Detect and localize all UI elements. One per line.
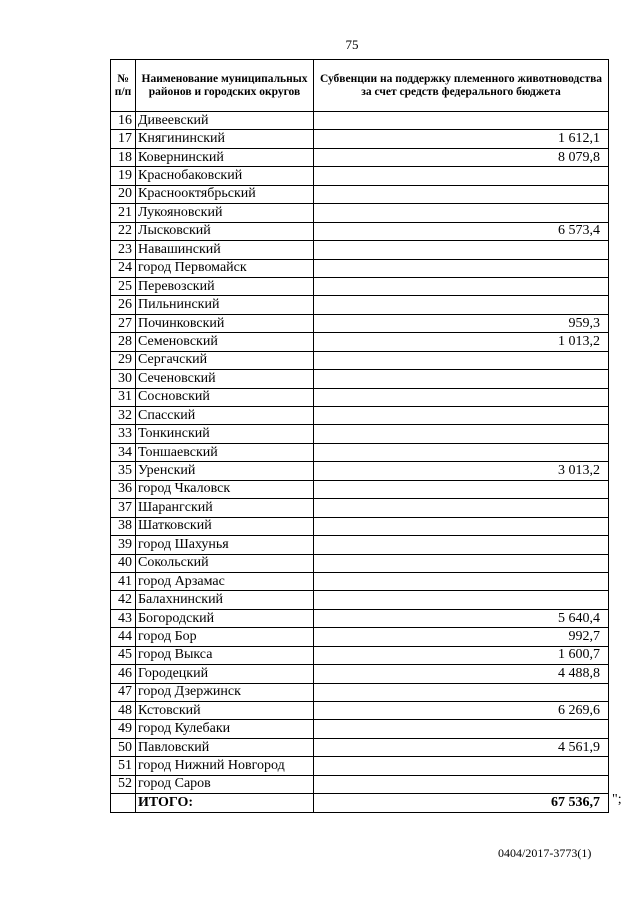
row-number: 45 [111, 646, 136, 664]
row-number: 18 [111, 148, 136, 166]
row-municipality: Спасский [136, 407, 314, 425]
row-municipality: Богородский [136, 609, 314, 627]
document-number: 0404/2017-3773(1) [498, 846, 592, 860]
table-row [111, 665, 609, 683]
row-municipality: Пильнинский [136, 296, 314, 314]
header-municipality: Наименование муниципальных районов и городских округов [136, 60, 314, 112]
table-header-row [111, 60, 609, 112]
row-municipality: Тонкинский [136, 425, 314, 443]
row-subsidy-value: 992,7 [314, 628, 609, 646]
row-number: 33 [111, 425, 136, 443]
table-row [111, 277, 609, 295]
total-number-cell [111, 794, 136, 813]
row-number: 40 [111, 554, 136, 572]
row-subsidy-value [314, 259, 609, 277]
table-row [111, 185, 609, 203]
table-row [111, 572, 609, 590]
row-number: 25 [111, 277, 136, 295]
row-number: 32 [111, 407, 136, 425]
row-number: 26 [111, 296, 136, 314]
row-number: 38 [111, 517, 136, 535]
row-municipality: Лысковский [136, 222, 314, 240]
row-number: 35 [111, 462, 136, 480]
row-subsidy-value [314, 499, 609, 517]
row-municipality: Шатковский [136, 517, 314, 535]
row-municipality: город Саров [136, 775, 314, 793]
row-municipality: Шарангский [136, 499, 314, 517]
header-subsidy: Субвенции на поддержку племенного животноводства за счет средств федерального бюджета [314, 60, 609, 112]
table-row [111, 738, 609, 756]
row-subsidy-value [314, 536, 609, 554]
row-municipality: Навашинский [136, 241, 314, 259]
table-row [111, 314, 609, 332]
table-row [111, 591, 609, 609]
row-subsidy-value [314, 351, 609, 369]
table-row [111, 130, 609, 148]
table-row [111, 554, 609, 572]
row-number: 29 [111, 351, 136, 369]
row-municipality: Сосновский [136, 388, 314, 406]
row-subsidy-value [314, 167, 609, 185]
row-number: 50 [111, 738, 136, 756]
row-municipality: Балахнинский [136, 591, 314, 609]
row-subsidy-value: 3 013,2 [314, 462, 609, 480]
row-subsidy-value [314, 683, 609, 701]
row-municipality: город Дзержинск [136, 683, 314, 701]
table-row [111, 536, 609, 554]
table-row [111, 351, 609, 369]
row-subsidy-value: 4 488,8 [314, 665, 609, 683]
row-subsidy-value [314, 388, 609, 406]
row-subsidy-value [314, 517, 609, 535]
row-number: 51 [111, 757, 136, 775]
row-municipality: Княгининский [136, 130, 314, 148]
row-subsidy-value [314, 591, 609, 609]
row-subsidy-value [314, 480, 609, 498]
row-number: 31 [111, 388, 136, 406]
table-row [111, 407, 609, 425]
row-municipality: Сокольский [136, 554, 314, 572]
row-number: 16 [111, 112, 136, 130]
row-number: 47 [111, 683, 136, 701]
row-number: 34 [111, 443, 136, 461]
row-subsidy-value [314, 554, 609, 572]
row-subsidy-value: 1 013,2 [314, 333, 609, 351]
row-number: 21 [111, 204, 136, 222]
row-municipality: Городецкий [136, 665, 314, 683]
row-subsidy-value [314, 296, 609, 314]
table-row [111, 241, 609, 259]
row-municipality: город Бор [136, 628, 314, 646]
row-subsidy-value: 1 600,7 [314, 646, 609, 664]
row-number: 52 [111, 775, 136, 793]
row-subsidy-value [314, 112, 609, 130]
subsidy-table [110, 59, 609, 813]
row-number: 48 [111, 702, 136, 720]
row-number: 39 [111, 536, 136, 554]
table-body [111, 112, 609, 794]
header-number: № п/п [111, 60, 136, 112]
row-number: 30 [111, 370, 136, 388]
row-municipality: Сеченовский [136, 370, 314, 388]
table-row [111, 425, 609, 443]
row-subsidy-value: 1 612,1 [314, 130, 609, 148]
row-municipality: Ковернинский [136, 148, 314, 166]
row-subsidy-value [314, 185, 609, 203]
row-municipality: Краснобаковский [136, 167, 314, 185]
row-subsidy-value: 4 561,9 [314, 738, 609, 756]
row-number: 42 [111, 591, 136, 609]
row-subsidy-value [314, 443, 609, 461]
table-row [111, 609, 609, 627]
row-number: 17 [111, 130, 136, 148]
row-number: 20 [111, 185, 136, 203]
row-number: 28 [111, 333, 136, 351]
table-row [111, 167, 609, 185]
table-row [111, 222, 609, 240]
total-label: ИТОГО: [136, 794, 314, 813]
row-municipality: Уренский [136, 462, 314, 480]
table-row [111, 333, 609, 351]
row-municipality: город Кулебаки [136, 720, 314, 738]
row-subsidy-value: 6 269,6 [314, 702, 609, 720]
table-row [111, 370, 609, 388]
row-number: 36 [111, 480, 136, 498]
row-number: 23 [111, 241, 136, 259]
table-row [111, 388, 609, 406]
table-row [111, 443, 609, 461]
row-number: 22 [111, 222, 136, 240]
page-number: 75 [345, 37, 359, 52]
row-subsidy-value: 5 640,4 [314, 609, 609, 627]
row-municipality: Перевозский [136, 277, 314, 295]
row-municipality: Тоншаевский [136, 443, 314, 461]
row-municipality: Сергачский [136, 351, 314, 369]
total-row [111, 794, 609, 813]
row-subsidy-value [314, 370, 609, 388]
table-row [111, 720, 609, 738]
table-row [111, 517, 609, 535]
row-subsidy-value [314, 204, 609, 222]
row-number: 24 [111, 259, 136, 277]
table-row [111, 683, 609, 701]
row-subsidy-value [314, 572, 609, 590]
row-number: 27 [111, 314, 136, 332]
row-municipality: Лукояновский [136, 204, 314, 222]
row-number: 44 [111, 628, 136, 646]
closing-quote-mark: "; [612, 792, 622, 807]
table-row [111, 499, 609, 517]
row-number: 46 [111, 665, 136, 683]
row-municipality: город Выкса [136, 646, 314, 664]
row-municipality: Кстовский [136, 702, 314, 720]
row-subsidy-value [314, 407, 609, 425]
row-municipality: город Чкаловск [136, 480, 314, 498]
row-number: 43 [111, 609, 136, 627]
table-row [111, 480, 609, 498]
row-subsidy-value [314, 241, 609, 259]
row-subsidy-value [314, 425, 609, 443]
row-municipality: Дивеевский [136, 112, 314, 130]
row-number: 49 [111, 720, 136, 738]
total-value: 67 536,7 [314, 794, 609, 813]
row-subsidy-value: 8 079,8 [314, 148, 609, 166]
table-row [111, 204, 609, 222]
row-number: 19 [111, 167, 136, 185]
row-number: 41 [111, 572, 136, 590]
row-municipality: Краснооктябрьский [136, 185, 314, 203]
table-row [111, 628, 609, 646]
row-subsidy-value: 959,3 [314, 314, 609, 332]
row-municipality: город Арзамас [136, 572, 314, 590]
table-row [111, 646, 609, 664]
row-number: 37 [111, 499, 136, 517]
row-subsidy-value [314, 757, 609, 775]
table-row [111, 775, 609, 793]
row-municipality: город Шахунья [136, 536, 314, 554]
table-row [111, 112, 609, 130]
row-subsidy-value [314, 775, 609, 793]
row-subsidy-value: 6 573,4 [314, 222, 609, 240]
table-row [111, 296, 609, 314]
row-municipality: Павловский [136, 738, 314, 756]
table-row [111, 259, 609, 277]
table-row [111, 148, 609, 166]
row-municipality: Починковский [136, 314, 314, 332]
row-subsidy-value [314, 720, 609, 738]
row-subsidy-value [314, 277, 609, 295]
table-row [111, 702, 609, 720]
table-row [111, 757, 609, 775]
row-municipality: город Нижний Новгород [136, 757, 314, 775]
table-row [111, 462, 609, 480]
row-municipality: город Первомайск [136, 259, 314, 277]
row-municipality: Семеновский [136, 333, 314, 351]
